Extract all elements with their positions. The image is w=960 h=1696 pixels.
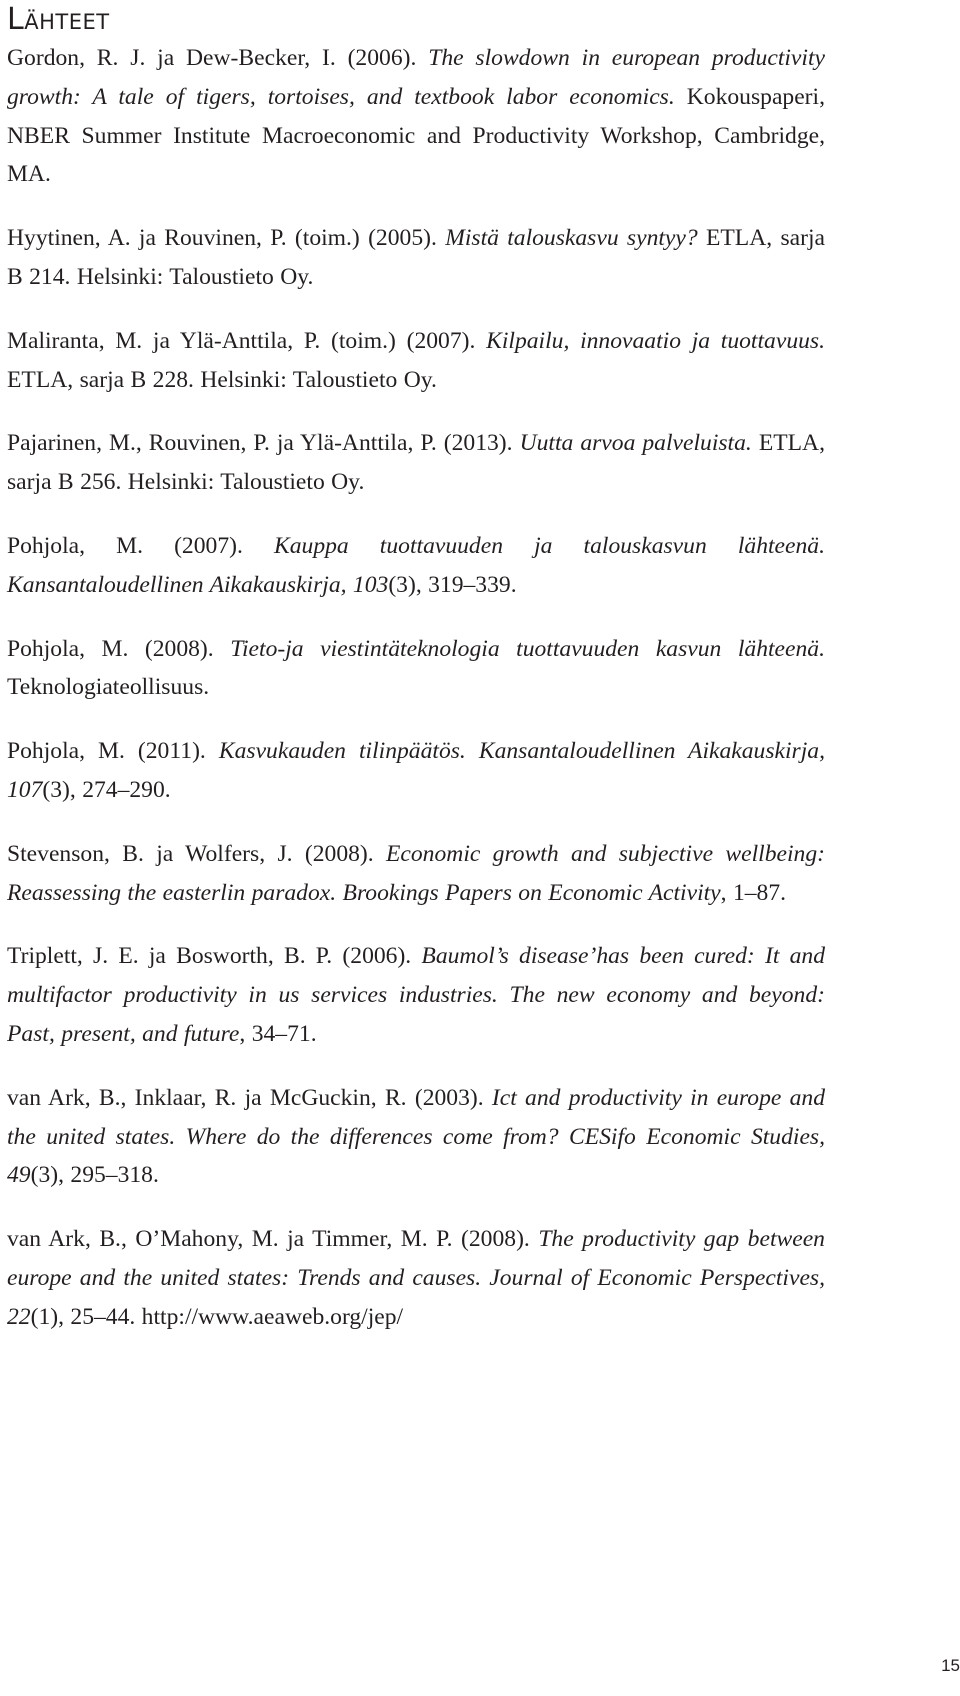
list-item [7, 39, 825, 194]
reference-title: Ict and productivity in europe and the united states. Where do the differences come from? CESifo Economic Studies, 49 [7, 1084, 825, 1189]
reference-text: (3), 319–339. [388, 571, 517, 598]
list-item [7, 322, 825, 400]
reference-text: (3), 295–318. [30, 1162, 159, 1189]
list-item [7, 1220, 825, 1336]
reference-text: Pohjola, M. (2008). [7, 635, 231, 662]
reference-title: Kilpailu, innovaatio ja tuottavuus. [486, 327, 825, 354]
page-number: 15 [941, 1656, 960, 1675]
list-item [7, 732, 825, 810]
reference-title: Kauppa tuottavuuden ja talouskasvun lähteenä. Kansantaloudellinen Aikakauskirja, 103 [7, 532, 825, 598]
document-page [7, 0, 825, 1362]
reference-title: Kasvukauden tilinpäätös. Kansantaloudellinen Aikakauskirja, 107 [7, 738, 825, 803]
reference-text: ETLA, sarja B 228. Helsinki: Taloustieto Oy. [7, 366, 437, 393]
reference-text: Pohjola, M. (2007). [7, 532, 274, 559]
reference-text: ETLA, sarja B 214. Helsinki: Taloustieto Oy. [7, 225, 825, 290]
list-item [7, 630, 825, 708]
reference-text: (3), 274–290. [42, 776, 171, 803]
reference-text: Gordon, R. J. ja Dew-Becker, I. (2006). [7, 45, 429, 71]
list-item [7, 219, 825, 297]
reference-text: Pohjola, M. (2011). [7, 738, 219, 765]
list-item [7, 835, 825, 913]
page-title: Lähteet [7, 2, 110, 37]
reference-title: Baumol’s disease’has been cured: It and multifactor productivity in us services industries. The new economy and beyond: Past, present, and future [7, 943, 825, 1047]
reference-link-text: (1), 25–44. http://www.aeaweb.org/jep/ [30, 1303, 404, 1330]
reference-text: , 34–71. [239, 1020, 317, 1047]
reference-text: Triplett, J. E. ja Bosworth, B. P. (2006). [7, 943, 422, 970]
reference-text: Kokouspaperi, NBER Summer Institute Macroeconomic and Productivity Workshop, Cambridge, MA. [7, 83, 825, 188]
reference-list [7, 39, 825, 1337]
reference-text: , 1–87. [720, 879, 787, 906]
reference-text: Stevenson, B. ja Wolfers, J. (2008). [7, 840, 386, 867]
list-item [7, 1079, 825, 1195]
list-item [7, 424, 825, 502]
reference-text: Pajarinen, M., Rouvinen, P. ja Ylä-Anttila, P. (2013). [7, 430, 520, 457]
reference-title: The productivity gap between europe and the united states: Trends and causes. Journal of Economic Perspectives, 22 [7, 1226, 825, 1330]
reference-title: Economic growth and subjective wellbeing: Reassessing the easterlin paradox. Brookings Papers on Economic Activity [7, 840, 825, 906]
reference-text: ETLA, sarja B 256. Helsinki: Taloustieto Oy. [7, 430, 825, 496]
reference-text: van Ark, B., Inklaar, R. ja McGuckin, R. (2003). [7, 1084, 492, 1111]
reference-text: Teknologiateollisuus. [7, 674, 210, 701]
reference-title: The slowdown in european productivity growth: A tale of tigers, tortoises, and textbook labor economics. [7, 45, 825, 110]
reference-title: Mistä talouskasvu syntyy? [445, 225, 698, 252]
reference-text: van Ark, B., O’Mahony, M. ja Timmer, M. P. (2008). [7, 1226, 539, 1253]
reference-title: Uutta arvoa palveluista. [519, 430, 752, 457]
list-item [7, 527, 825, 605]
reference-text: Maliranta, M. ja Ylä-Anttila, P. (toim.) (2007). [7, 327, 487, 354]
list-item [7, 937, 825, 1053]
reference-text: Hyytinen, A. ja Rouvinen, P. (toim.) (2005). [7, 225, 446, 252]
reference-title: Tieto-ja viestintäteknologia tuottavuuden kasvun lähteenä. [230, 635, 825, 662]
